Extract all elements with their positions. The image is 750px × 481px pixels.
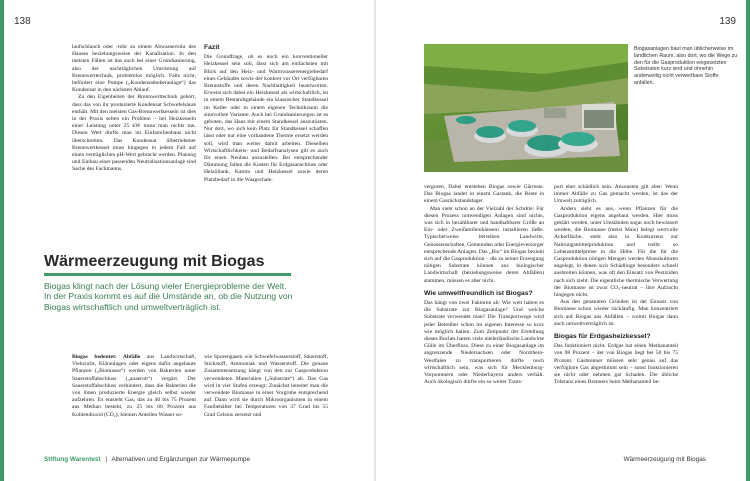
- paragraph: Die Grundfrage, ob es noch ein konventioneller Heizkessel sein soll, lässt sich am einfachsten mit Blick auf den Heiz- und Warmwasserenergiebedarf eines Gebäudes sowie der konkret vor Ort verfügbaren Brennstoffe und deren Nachhaltigkeit beantworten. Erweist sich dabei ein Heizkessel als wirtschaftlich, ist in einem Bestandsgebäude ein klassischer Standkessel im Keller oder in einem eigenen Technikraum die sinnvollste Variante. Auch bei Grundsanierungen ist es geboten, das Haus mit einem Standkessel auszurüsten. Nur dort, wo sich kein Platz für Standkessel schaffen lässt oder nur eine vorhandene Therme ersetzt werden soll, wird man weiter damit arbeiten. Dieselben Wirtschaftlichkeits- und Bedarfsanalysen gilt es auch für einen Neubau anzustellen. Bei entsprechender Dämmung fallen die Kosten für Erdgasanschluss oder Heizöltank, Kamin und Heizkessel sowie deren Platzbedarf in die Waagschale.: [204, 54, 328, 183]
- photo-caption: Biogasanlagen baut man üblicherweise im ländlichen Raum, also dort, wo die Wege zu den für die Gasproduktion eingesetzten Substraten kurz sind und ohnehin anderweitig nicht verwertbare Stoffe anfallen.: [634, 46, 738, 86]
- paragraph: port eher schädlich sein. Ansonsten gilt aber: Wenn immer Abfälle zu Gas gemacht werden, ist das der Umwelt zuträglich.: [554, 184, 678, 205]
- paragraph: Man sieht schon an der Vielzahl der Schritte: Für diesen Prozess notwendigen Anlagen sind nichts, was sich in bezahlbarer und handhabbarer Größe an Ein- oder Zweifamilienhäusern installieren ließe. Typischerweise betreiben Landwirte, Genossenschaften, Gemeinden oder Energieversorger entsprechende Anlagen. Das „Bio“ im Biogas bezieht sich auf die Gasproduktion – die zu seiner Erzeugung nötigen Substrate können aus biologischer Landwirtschaft (beziehungsweise deren Abfällen) stammen, müssen es aber nicht.: [424, 205, 544, 284]
- left-bottom-column-1: [72, 354, 196, 446]
- right-edge-bar: [746, 0, 750, 481]
- fazit-heading: Fazit: [204, 44, 220, 51]
- erdgas-heading: Biogas für Erdgasheizkessel?: [554, 333, 651, 341]
- right-column-1: [424, 184, 544, 446]
- footer-brand: Stiftung Warentest: [44, 456, 101, 463]
- paragraph: Das hängt von zwei Faktoren ab: Wie weit haben es die Substrate zur Biogasanlage? Und welche Substrate verwendet man? Die Transportwege wird jeder Betreiber schon im eigenen Interesse so kurz wie möglich halten. Zum Zeitpunkt der Erstellung dieses Buches hatten viele niederländische Landwirte Gülle im Überfluss. Diese zu einer Biogasanlage im angrenzende Niedersachsen oder Nordrhein-Westfalen zu transportieren dürfte noch wirtschaftlich sein, was sich für Mecklenburg-Vorpommern oder Niederbayern anders verhält. Auch ökologisch dürfte ein so weiter Trans-: [424, 300, 544, 386]
- lead-in: Biogas bedeutet: Abfälle: [72, 354, 141, 360]
- paragraph: Zu den Eigenheiten der Brennwerttechnik gehört, dass das von ihr produzierte Kondensat Schwefelsäure enthält. Mit den meisten Gas-Brennwertkesseln ist dies in der Praxis selten ein Problem – bei Heizkesseln einer Leistung unter 25 kW muss man nichts tun. Diesen Wert dürfte man im Einfamilienhaus nicht überschreiten. Das Kondensat ölbetriebener Brennwertkessel muss hingegen in jedem Fall auf einen verträglichen pH-Wert gebracht werden. Planung und Einbau einer passenden Neutralisationsanlage sind Sache des Fachmanns.: [72, 94, 196, 173]
- page-gutter: [374, 0, 376, 481]
- footer-right: Wärmeerzeugung mit Biogas: [623, 456, 706, 463]
- page-number-left: 138: [14, 16, 31, 27]
- paragraph: laufschlauch oder -rohr zu einem Abwasserrohr des Hauses beziehungsweise der Kanalisation. In den meisten Fällen ist das auch bei einer Grundsanierung, also der nachträglichen Umrüstung auf Brennwerttechnik, problemlos möglich. Falls nicht, befördert eine Pumpe („Kondensatheberanlage“) das Kondensat in den nächsten Ablauf.: [72, 44, 196, 94]
- biogas-plant-photo: [424, 44, 628, 172]
- section-title: Wärmeerzeugung mit Biogas: [44, 253, 265, 270]
- page-number-right: 139: [719, 16, 736, 27]
- left-column-1: [72, 44, 196, 224]
- right-column-2: [554, 184, 678, 446]
- left-bottom-column-2: [204, 354, 328, 446]
- footer-left-text: Alternativen und Ergänzungen zur Wärmepumpe: [111, 456, 251, 463]
- umwelt-heading: Wie umweltfreundlich ist Biogas?: [424, 289, 533, 297]
- footer-left: [44, 456, 250, 463]
- paragraph: [72, 354, 196, 419]
- paragraph: vergoren. Dabei entstehen Biogas sowie Gärreste. Das Biogas landet in einem Gastank, die Reste in einem Gasrückstandslager.: [424, 184, 544, 205]
- section-intro: Biogas klingt nach der Lösung vieler Energieprobleme der Welt. In der Praxis kommt es auf die Umstände an, ob die Nutzung von Biogas wirtschaftlich und umweltverträglich ist.: [44, 281, 293, 312]
- section-title-rule: [44, 273, 291, 276]
- paragraph: wie Spurengasen wie Schwefelwasserstoff, Sauerstoff, Stickstoff, Ammoniak und Wasserstoff. Die genaue Zusammensetzung hängt von den zur Gasproduktion verwendeten Materialien („Substrate“) ab. Das Gas wird in vier Stufen erzeugt: Zunächst bereitet man die verwendete Biomasse in einer Vorgrube entsprechend auf. Dann wird sie durch Mikroorganismen in einem Faulbehälter bei Temperaturen von 37 Grad bis 55 Grad Celsius zersetzt und: [204, 354, 328, 418]
- footer-separator: |: [105, 456, 108, 463]
- lead-text: aus Landwirtschaft, Viehzucht, Kläranlagen oder eigens dafür angebaute Pflanzen („Biomasse“) werden von Bakterien unter Sauerstoffabschluss („anaerob“) vergärt. Der Sauerstoffabschluss verhindert, dass die Bakterien die von ihnen produzierte Energie gleich selbst wieder aufzehren. Es entsteht Gas, das zu 40 bis 75 Prozent aus Methan besteht, zu 25 bis 60 Prozent aus Kohlendioxid (CO₂), kleinen Anteilen Wasser so-: [72, 354, 196, 418]
- left-edge-bar: [0, 0, 4, 481]
- left-column-2: [204, 44, 328, 234]
- paragraph: Das funktioniert nicht. Erdgas hat einen Methananteil von 98 Prozent – der von Biogas liegt bei 50 bis 75 Prozent. Gasbrenner müssen sehr genau auf das verfügbare Gas abgestimmt sein – sonst funktionieren sie nicht oder nehmen gar Schaden. Die übliche Toleranz eines Brenners beim Methananteil be-: [554, 343, 678, 386]
- paragraph: Aus den genannten Gründen ist der Einsatz von Biomasse schon wieder rückläufig. Man konzentriert sich auf Biogas aus Abfällen – womit Biogas dann auch umweltverträglich ist.: [554, 299, 678, 327]
- paragraph: Anders sieht es aus, wenn Pflanzen für die Gasproduktion eigens angebaut werden. Hier muss geklärt werden, unter Umständen sogar noch bewässert werden, die Biomasse (meist Mais) belegt wertvolle Ackerfläche, steht also in Konkurrenz zur Nahrungsmittelproduktion und treibt so Lebensmittelpreise in die Höhe. Für die für die Gasproduktion nötigen Mengen werden Monokulturen angelegt, in denen sich Schädlinge besonders schnell ausbreiten können, was oft den Einsatz von Pestiziden nach sich zieht. Die eigentliche thermische Verwertung der Biomasse ist zwar CO₂-neutral – ihre Aufzucht hingegen nicht.: [554, 205, 678, 299]
